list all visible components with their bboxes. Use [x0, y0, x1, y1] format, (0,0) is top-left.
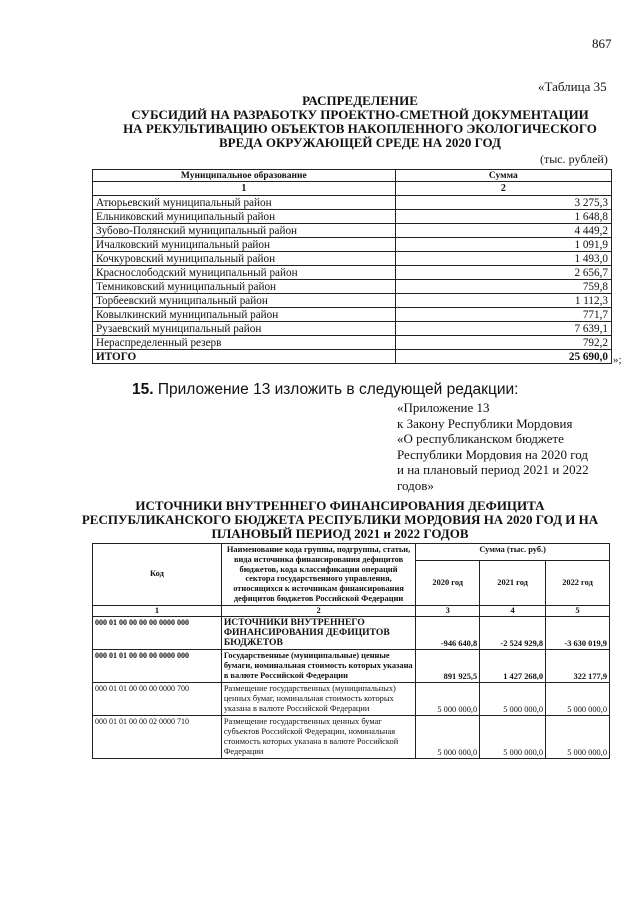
table-row: [93, 252, 612, 266]
table-row: [93, 682, 610, 715]
sources-title-line: РЕСПУБЛИКАНСКОГО БЮДЖЕТА РЕСПУБЛИКИ МОРДОВИЯ НА 2020 ГОД И НА: [81, 512, 599, 527]
municipality-name: Кочкуровский муниципальный район: [93, 252, 396, 266]
table-row: [93, 294, 612, 308]
page-number: 867: [592, 36, 612, 51]
table-header-row: [93, 544, 610, 561]
appendix-line: и на плановый период 2021 и 2022: [397, 462, 589, 478]
amount-2021: 5 000 000,0: [480, 682, 546, 715]
table-row: [93, 224, 612, 238]
amendment-item: [132, 381, 518, 399]
distribution-title: [90, 94, 630, 150]
table-row: [93, 308, 612, 322]
code-header: Код: [93, 544, 222, 606]
total-row: [93, 350, 612, 364]
subsidy-sum: 792,2: [395, 336, 611, 350]
classification-code: 000 01 01 00 00 00 0000 700: [93, 682, 222, 715]
table-label: «Таблица 35: [538, 79, 607, 94]
item-text: Приложение 13 изложить в следующей редакции:: [157, 381, 519, 398]
amount-2021: 1 427 268,0: [480, 649, 546, 682]
municipality-name: Торбеевский муниципальный район: [93, 294, 396, 308]
units-label: (тыс. рублей): [540, 152, 608, 166]
table-index-row: [93, 182, 612, 196]
distribution-title-line: НА РЕКУЛЬТИВАЦИЮ ОБЪЕКТОВ НАКОПЛЕННОГО ЭКОЛОГИЧЕСКОГО: [123, 121, 597, 136]
appendix-line: к Закону Республики Мордовия: [397, 415, 573, 431]
amount-2020: 891 925,5: [416, 649, 480, 682]
amount-2021: 5 000 000,0: [480, 715, 546, 758]
municipality-name: Атюрьевский муниципальный район: [93, 196, 396, 210]
source-name: ИСТОЧНИКИ ВНУТРЕННЕГО ФИНАНСИРОВАНИЯ ДЕФИЦИТОВ БЮДЖЕТОВ: [221, 616, 415, 649]
table-row: [93, 280, 612, 294]
table-header-row: [93, 170, 612, 182]
sources-table: [92, 543, 610, 759]
table-row: [93, 649, 610, 682]
subsidy-sum: 771,7: [395, 308, 611, 322]
municipality-name: Ковылкинский муниципальный район: [93, 308, 396, 322]
amount-2022: 322 177,9: [546, 649, 610, 682]
subsidy-sum: 4 449,2: [395, 224, 611, 238]
sources-title: [60, 499, 620, 541]
index-cell: 1: [93, 182, 396, 196]
municipality-name: Темниковский муниципальный район: [93, 280, 396, 294]
subsidy-sum: 1 648,8: [395, 210, 611, 224]
subsidy-sum: 3 275,3: [395, 196, 611, 210]
amount-2020: 5 000 000,0: [416, 715, 480, 758]
column-header: Муниципальное образование: [93, 170, 396, 182]
subsidy-sum: 759,8: [395, 280, 611, 294]
year-header: 2021 год: [480, 561, 546, 606]
index-cell: 1: [93, 605, 222, 616]
index-cell: 3: [416, 605, 480, 616]
classification-code: 000 01 01 00 00 00 0000 000: [93, 649, 222, 682]
table-row: [93, 266, 612, 280]
table-row: [93, 336, 612, 350]
classification-code: 000 01 00 00 00 00 0000 000: [93, 616, 222, 649]
amount-2022: 5 000 000,0: [546, 682, 610, 715]
index-cell: 4: [480, 605, 546, 616]
table-row: [93, 322, 612, 336]
appendix-line: «О республиканском бюджете: [397, 431, 564, 447]
amount-2022: 5 000 000,0: [546, 715, 610, 758]
sources-title-line: ИСТОЧНИКИ ВНУТРЕННЕГО ФИНАНСИРОВАНИЯ ДЕФИЦИТА: [135, 498, 545, 513]
table-row: [93, 210, 612, 224]
index-cell: 5: [546, 605, 610, 616]
source-name: Размещение государственных (муниципальных) ценных бумаг, номинальная стоимость которых указана в валюте Российской Федерации: [221, 682, 415, 715]
appendix-line: «Приложение 13: [397, 400, 490, 415]
source-name: Размещение государственных ценных бумаг субъектов Российской Федерации, номинальная стоимость которых указана в валюте Российской Федерации: [221, 715, 415, 758]
table-row: [93, 616, 610, 649]
appendix-line: Республики Мордовия на 2020 год: [397, 446, 588, 462]
table-row: [93, 715, 610, 758]
municipality-name: Ельниковский муниципальный район: [93, 210, 396, 224]
item-number: 15.: [132, 381, 154, 398]
classification-code: 000 01 01 00 00 02 0000 710: [93, 715, 222, 758]
subsidy-sum: 1 091,9: [395, 238, 611, 252]
table-index-row: [93, 605, 610, 616]
subsidy-sum: 2 656,7: [395, 266, 611, 280]
municipality-name: Рузаевский муниципальный район: [93, 322, 396, 336]
table-row: [93, 238, 612, 252]
sum-header: Сумма (тыс. руб.): [416, 544, 610, 561]
appendix-reference: [397, 400, 589, 494]
index-cell: 2: [395, 182, 611, 196]
distribution-title-line: РАСПРЕДЕЛЕНИЕ: [302, 93, 418, 108]
total-sum: 25 690,0: [395, 350, 611, 364]
table-row: [93, 196, 612, 210]
closing-quote: »;: [613, 354, 622, 366]
distribution-table: [92, 169, 612, 364]
name-header: Наименование кода группы, подгруппы, статьи, вида источника финансирования дефицитов бюджетов, кода классификации операций сектора государственного управления, относящихся к источникам финансирования дефицитов бюджетов Российской Федерации: [221, 544, 415, 606]
column-header: Сумма: [395, 170, 611, 182]
year-header: 2022 год: [546, 561, 610, 606]
subsidy-sum: 1 493,0: [395, 252, 611, 266]
municipality-name: Зубово-Полянский муниципальный район: [93, 224, 396, 238]
subsidy-sum: 1 112,3: [395, 294, 611, 308]
amount-2020: 5 000 000,0: [416, 682, 480, 715]
subsidy-sum: 7 639,1: [395, 322, 611, 336]
amount-2021: -2 524 929,8: [480, 616, 546, 649]
source-name: Государственные (муниципальные) ценные бумаги, номинальная стоимость которых указана в валюте Российской Федерации: [221, 649, 415, 682]
municipality-name: Нераспределенный резерв: [93, 336, 396, 350]
municipality-name: Ичалковский муниципальный район: [93, 238, 396, 252]
total-label: ИТОГО: [93, 350, 396, 364]
year-header: 2020 год: [416, 561, 480, 606]
index-cell: 2: [221, 605, 415, 616]
distribution-title-line: ВРЕДА ОКРУЖАЮЩЕЙ СРЕДЕ НА 2020 ГОД: [219, 135, 501, 150]
amount-2020: -946 640,8: [416, 616, 480, 649]
amount-2022: -3 630 019,9: [546, 616, 610, 649]
distribution-title-line: СУБСИДИЙ НА РАЗРАБОТКУ ПРОЕКТНО-СМЕТНОЙ ДОКУМЕНТАЦИИ: [131, 107, 589, 122]
sources-title-line: ПЛАНОВЫЙ ПЕРИОД 2021 и 2022 ГОДОВ: [211, 526, 469, 541]
municipality-name: Краснослободский муниципальный район: [93, 266, 396, 280]
appendix-line: годов»: [397, 477, 434, 493]
